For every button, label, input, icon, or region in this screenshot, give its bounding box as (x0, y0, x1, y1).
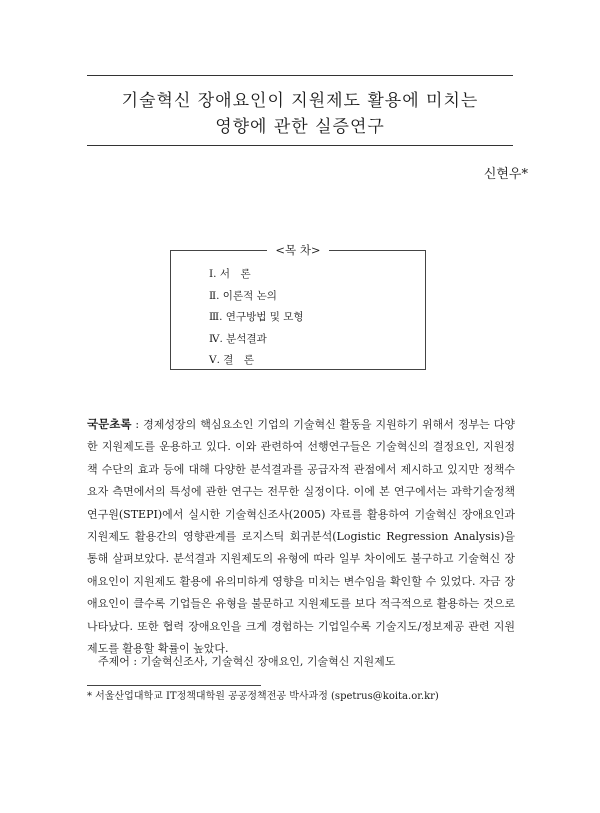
author-name: 신현우* (483, 167, 528, 182)
toc-list (209, 264, 303, 372)
title-top-rule (87, 75, 513, 76)
paper-title (87, 88, 513, 140)
toc-item: Ⅴ. 결 론 (209, 354, 255, 366)
abstract-text: : 경제성장의 핵심요소인 기업의 기술혁신 활동을 지원하기 위해서 정부는 다양한 지원제도를 운용하고 있다. 이와 관련하여 선행연구들은 기술혁신의 결정요인, 지원정책 수단의 효과 등에 대해 다양한 분석결과를 공급자적 관점에서 제시하고 있지만 정책수요자 측면에서의 특성에 관한 연구는 전무한 실정이다. 이에 본 연구에서는 과학기술정책연구원(STEPI)에서 실시한 기술혁신조사(2005) 자료를 활용하여 기술혁신 장애요인과 지원제도 활용간의 영향관계를 로지스틱 회귀분석(Logistic Regression Analysis)을 통해 살펴보았다. 분석결과 지원제도의 유형에 따라 일부 차이에도 불구하고 기술혁신 장애요인이 지원제도 활용에 유의미하게 영향을 미치는 변수임을 확인할 수 있었다. 자금 장애요인이 클수록 기업들은 유형을 불문하고 지원제도를 보다 적극적으로 활용하는 것으로 나타났다. 또한 협력 장애요인을 크게 경험하는 기업일수록 기술지도/정보제공 관련 지원제도를 활용할 확률이 높았다. (87, 418, 515, 656)
toc-item: Ⅳ. 분석결과 (209, 332, 267, 345)
abstract-label: 국문초록 (87, 417, 132, 431)
title-bottom-rule (87, 145, 513, 146)
footnote-rule (87, 685, 261, 686)
toc-heading (171, 242, 425, 258)
toc-item: Ⅲ. 연구방법 및 모형 (209, 311, 304, 323)
abstract (87, 413, 515, 660)
footnote: * 서울산업대학교 IT정책대학원 공공정책전공 박사과정 (spetrus@koita.or.kr) (87, 691, 439, 702)
paper-title-line-1: 기술혁신 장애요인이 지원제도 활용에 미치는 (121, 91, 479, 111)
keywords: 주제어 : 기술혁신조사, 기술혁신 장애요인, 기술혁신 지원제도 (98, 655, 396, 668)
table-of-contents (170, 243, 426, 370)
toc-heading-label: <목 차> (267, 243, 328, 257)
toc-item: Ⅰ. 서 론 (209, 268, 251, 280)
paper-title-line-2: 영향에 관한 실증연구 (215, 117, 385, 137)
toc-item: Ⅱ. 이론적 논의 (209, 289, 277, 302)
